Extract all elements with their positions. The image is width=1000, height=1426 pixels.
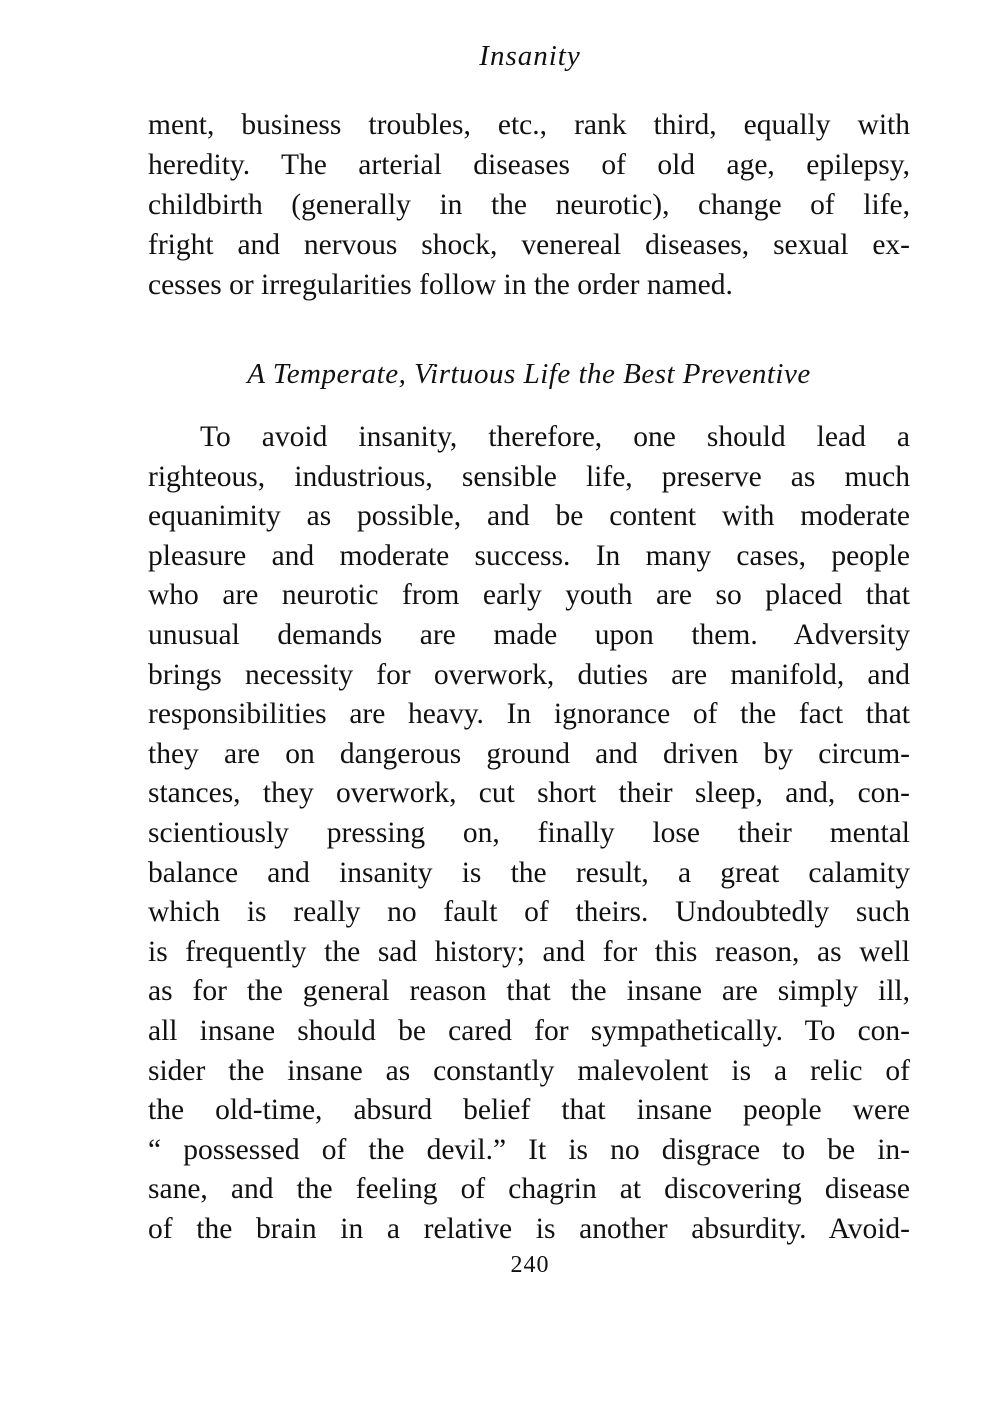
text-line: all insane should be cared for sympathetically. To con- bbox=[148, 1015, 910, 1047]
text-line: equanimity as possible, and be content with moderate bbox=[148, 500, 910, 533]
text-line: “ possessed of the devil.” It is no disgrace to be in- bbox=[148, 1133, 910, 1166]
text-line: To avoid insanity, therefore, one should lead a bbox=[200, 421, 910, 453]
text-line: scientiously pressing on, finally lose their mental bbox=[148, 817, 910, 849]
text-line: of the brain in a relative is another absurdity. Avoid- bbox=[148, 1213, 910, 1245]
running-header: Insanity bbox=[479, 40, 581, 72]
text-line: unusual demands are made upon them. Adversity bbox=[148, 619, 910, 651]
text-line: who are neurotic from early youth are so placed that bbox=[148, 579, 910, 612]
text-line: they are on dangerous ground and driven by circum- bbox=[148, 737, 910, 770]
page-number: 240 bbox=[510, 1252, 550, 1278]
text-line: stances, they overwork, cut short their sleep, and, con- bbox=[148, 777, 910, 810]
text-line: brings necessity for overwork, duties are manifold, and bbox=[148, 658, 910, 691]
text-line: cesses or irregularities follow in the order named. bbox=[148, 269, 733, 301]
text-line: is frequently the sad history; and for this reason, as well bbox=[148, 935, 910, 968]
text-line: sider the insane as constantly malevolent is a relic of bbox=[148, 1054, 910, 1087]
text-line: as for the general reason that the insane are simply ill, bbox=[148, 975, 910, 1008]
text-line: balance and insanity is the result, a great calamity bbox=[148, 856, 910, 889]
section-heading: A Temperate, Virtuous Life the Best Preventive bbox=[247, 358, 811, 390]
text-line: which is really no fault of theirs. Undoubtedly such bbox=[148, 896, 910, 929]
text-line: pleasure and moderate success. In many cases, people bbox=[148, 539, 910, 572]
text-line: sane, and the feeling of chagrin at discovering disease bbox=[148, 1173, 910, 1206]
text-line: heredity. The arterial diseases of old age, epilepsy, bbox=[148, 149, 910, 181]
text-line: fright and nervous shock, venereal diseases, sexual ex- bbox=[148, 229, 910, 261]
text-line: the old-time, absurd belief that insane people were bbox=[148, 1094, 910, 1127]
text-line: responsibilities are heavy. In ignorance of the fact that bbox=[148, 698, 910, 731]
text-line: ment, business troubles, etc., rank third, equally with bbox=[148, 109, 910, 141]
text-line: righteous, industrious, sensible life, preserve as much bbox=[148, 460, 910, 493]
text-line: childbirth (generally in the neurotic), change of life, bbox=[148, 189, 910, 221]
